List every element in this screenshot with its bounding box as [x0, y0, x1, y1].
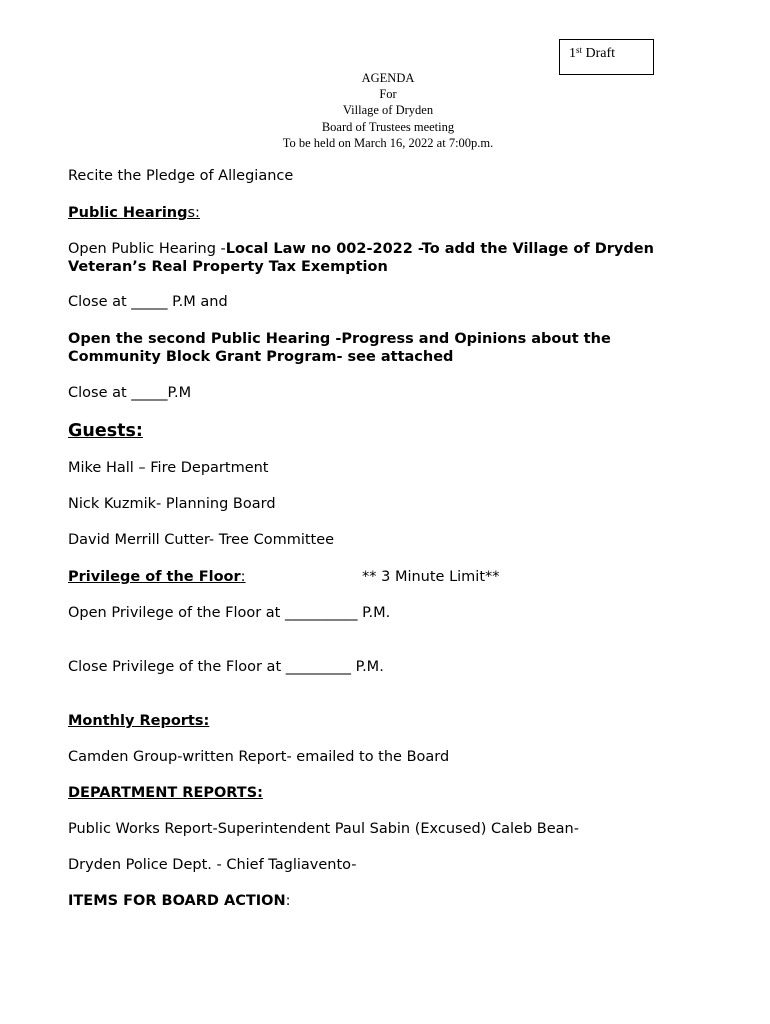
- draft-suffix: st: [576, 45, 583, 55]
- privilege-limit: ** 3 Minute Limit**: [362, 569, 500, 585]
- privilege-heading: [68, 568, 246, 586]
- privilege-heading-text: Privilege of the Floor: [68, 569, 241, 585]
- header-title: AGENDA: [361, 71, 415, 85]
- hearing1-line1: [68, 240, 654, 258]
- camden-report-line: Camden Group-written Report- emailed to the Board: [68, 749, 450, 765]
- board-action-colon: :: [285, 893, 291, 909]
- public-works-line: Public Works Report-Superintendent Paul Sabin (Excused) Caleb Bean-: [68, 821, 579, 837]
- close1-line: Close at _____ P.M and: [68, 294, 228, 310]
- department-reports-heading: DEPARTMENT REPORTS:: [68, 785, 263, 801]
- guest-item: Mike Hall – Fire Department: [68, 460, 269, 476]
- board-action-text: ITEMS FOR BOARD ACTION: [68, 893, 286, 909]
- public-hearings-heading: [68, 204, 200, 222]
- hearing2-line1: Open the second Public Hearing -Progress and Opinions about the: [68, 331, 611, 347]
- public-hearings-rest: s:: [187, 205, 200, 221]
- board-action-heading: [68, 892, 291, 910]
- police-line: Dryden Police Dept. - Chief Tagliavento-: [68, 857, 357, 873]
- header-for: For: [379, 87, 397, 102]
- header-village: Village of Dryden: [342, 103, 434, 118]
- hearing1-bold-line1: Local Law no 002-2022 -To add the Village of Dryden: [225, 241, 654, 257]
- draft-number: 1: [569, 46, 576, 61]
- draft-word: Draft: [585, 46, 616, 61]
- open-privilege-line: Open Privilege of the Floor at __________ P.M.: [68, 605, 391, 621]
- header-board: Board of Trustees meeting: [321, 119, 455, 134]
- hearing2-line2: Community Block Grant Program- see attached: [68, 349, 454, 365]
- hearing1-line2: Veteran’s Real Property Tax Exemption: [68, 259, 388, 275]
- hearing1-prefix: Open Public Hearing -: [68, 241, 226, 257]
- close2-line: Close at _____P.M: [68, 385, 192, 401]
- guest-item: David Merrill Cutter- Tree Committee: [68, 532, 335, 548]
- monthly-reports-heading: Monthly Reports:: [68, 713, 210, 729]
- public-hearings-bold: Public Hearing: [68, 205, 188, 221]
- guest-item: Nick Kuzmik- Planning Board: [68, 496, 276, 512]
- agenda-header: [240, 70, 536, 151]
- guests-heading: Guests:: [68, 421, 143, 441]
- pledge-line: Recite the Pledge of Allegiance: [68, 168, 294, 184]
- draft-label-box: [559, 39, 654, 75]
- close-privilege-line: Close Privilege of the Floor at _________ P.M.: [68, 659, 384, 675]
- privilege-colon: :: [240, 569, 246, 585]
- header-date: To be held on March 16, 2022 at 7:00p.m.: [282, 135, 494, 150]
